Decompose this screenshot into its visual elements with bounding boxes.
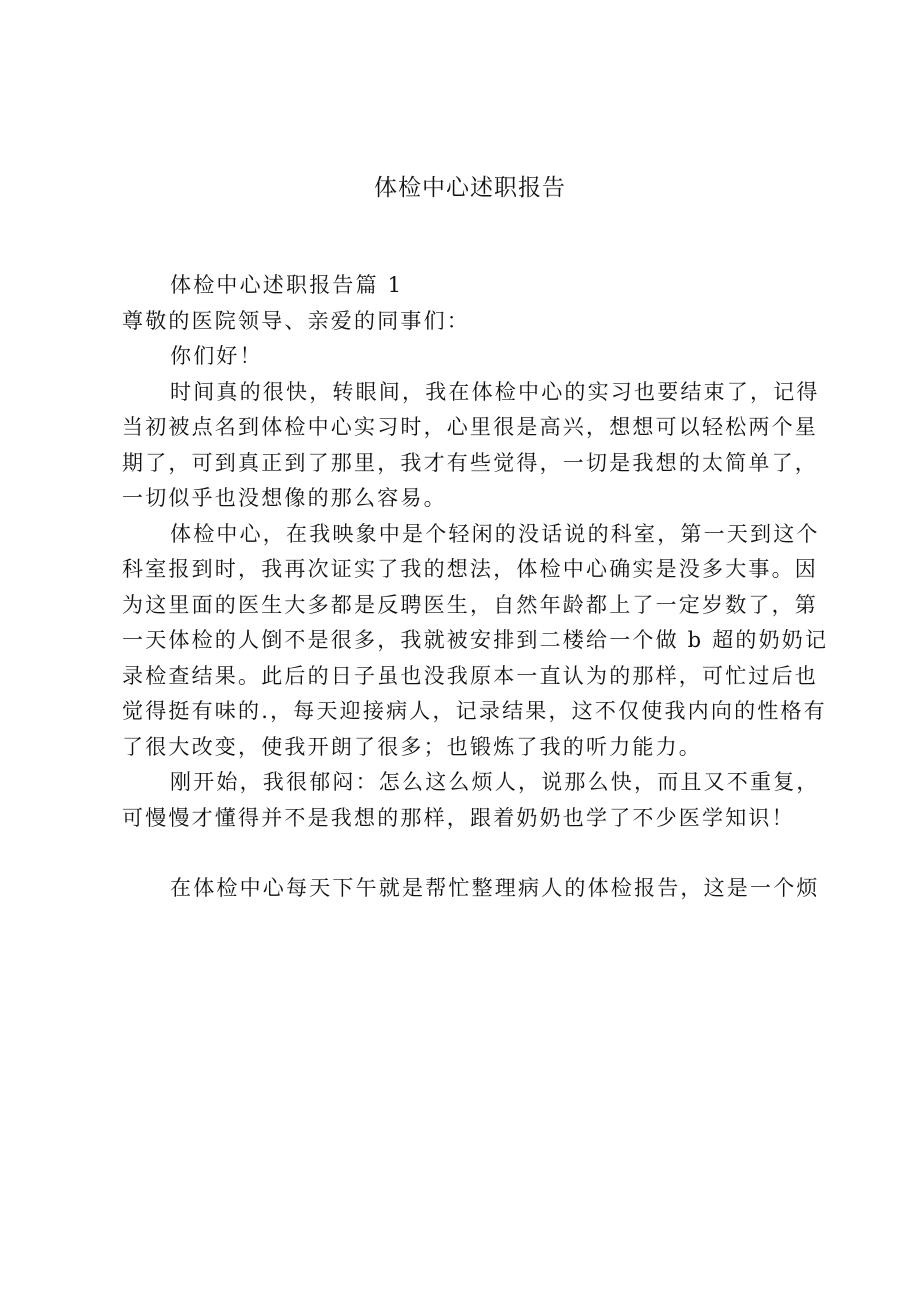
paragraph-first-line: 体检中心述职报告篇 1: [170, 273, 404, 297]
document-body: [122, 268, 829, 907]
paragraph-line: 为这里面的医生大多都是反聘医生，自然年龄都上了一定岁数了，第: [122, 592, 818, 617]
paragraph-line: 录检查结果。此后的日子虽也没我原本一直认为的那样，可忙过后也: [122, 663, 818, 688]
paragraph-first-line: 在体检中心每天下午就是帮忙整理病人的体检报告，这是一个烦: [170, 876, 820, 900]
paragraph-line: 觉得挺有味的.，每天迎接病人，记录结果，这不仅使我内向的性格有: [122, 699, 827, 723]
paragraph-first-line: 体检中心，在我映象中是个轻闲的没话说的科室，第一天到这个: [170, 521, 820, 546]
paragraph-line: 期了，可到真正到了那里，我才有些觉得，一切是我想的太简单了，: [122, 450, 818, 475]
paragraph-line: 了很大改变，使我开朗了很多；也锻炼了我的听力能力。: [122, 734, 702, 759]
paragraph-first-line: 你们好！: [170, 344, 263, 368]
paragraph-line: 一切似乎也没想像的那么容易。: [122, 486, 447, 510]
paragraph-line: 科室报到时，我再次证实了我的想法，体检中心确实是没多大事。因: [122, 557, 818, 581]
paragraph-line: 可慢慢才懂得并不是我想的那样，跟着奶奶也学了不少医学知识！: [122, 805, 795, 830]
paragraph-first-line: 时间真的很快，转眼间，我在体检中心的实习也要结束了，记得: [170, 379, 820, 404]
document-title: 体检中心述职报告: [374, 175, 566, 201]
paragraph-line: 尊敬的医院领导、亲爱的同事们：: [122, 308, 470, 333]
paragraph-first-line: 刚开始，我很郁闷：怎么这么烦人，说那么快，而且又不重复，: [170, 770, 820, 794]
paragraph-gap: [122, 836, 822, 871]
paragraph-line: 当初被点名到体检中心实习时，心里很是高兴，想想可以轻松两个星: [122, 415, 818, 439]
paragraph-line: 一天体检的人倒不是很多，我就被安排到二楼给一个做 b 超的奶奶记: [122, 628, 829, 652]
